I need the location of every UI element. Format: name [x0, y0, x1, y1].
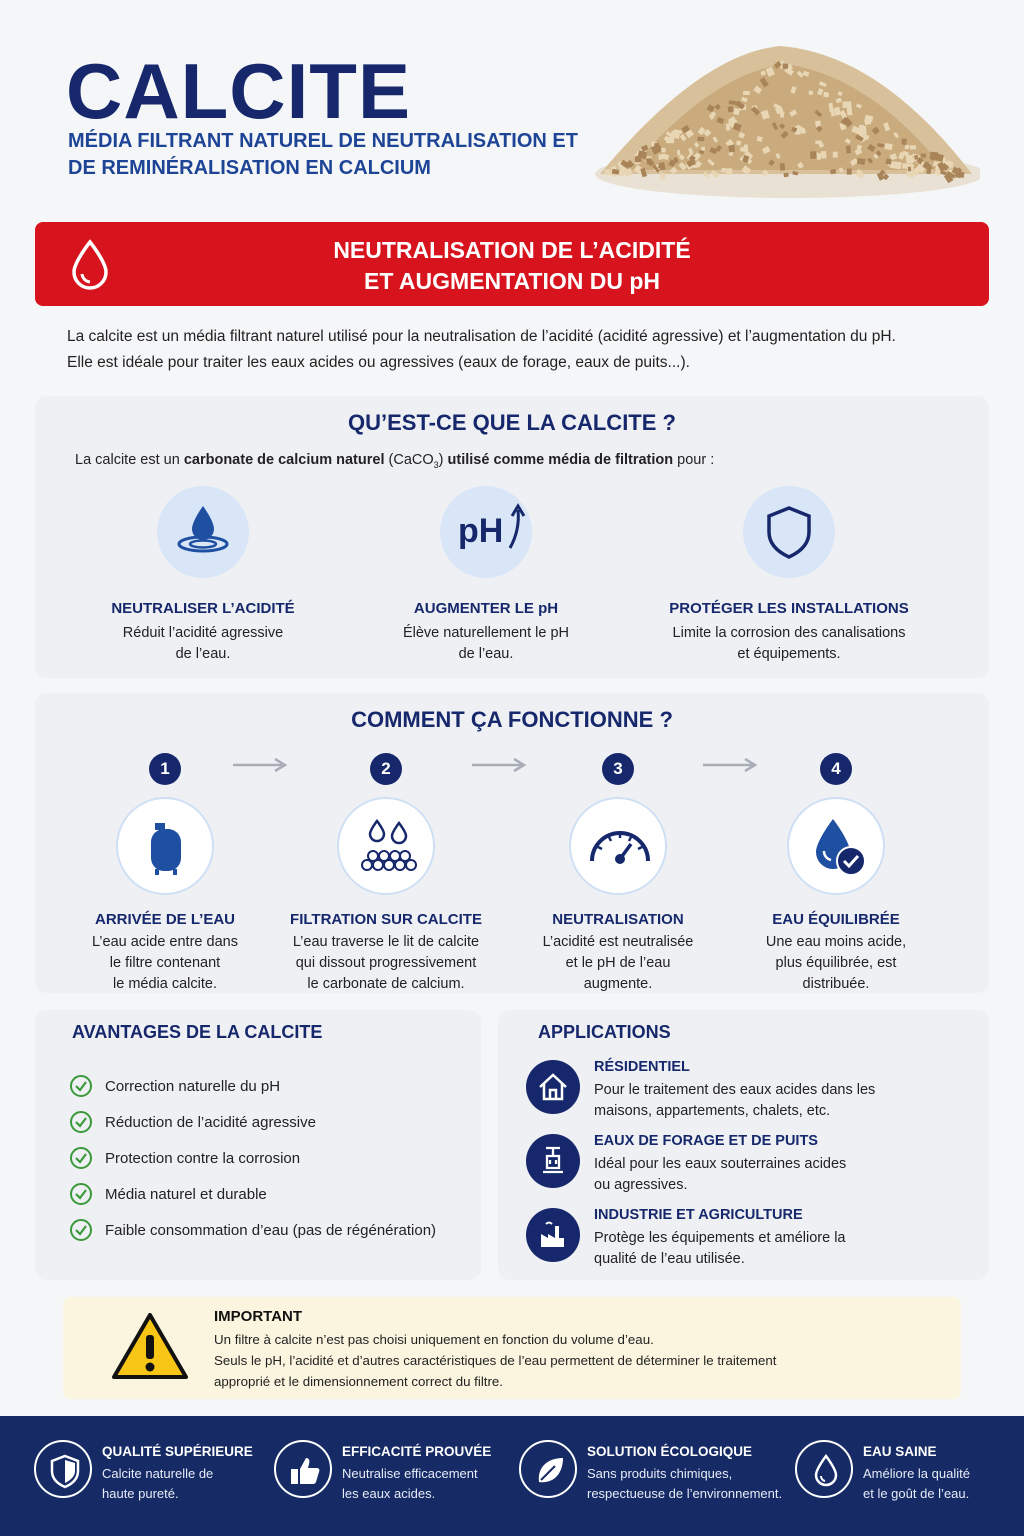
step-title: ARRIVÉE DE L’EAU — [94, 911, 236, 928]
step-desc-1: L’acidité est neutralisée — [542, 934, 694, 950]
granule — [815, 120, 821, 127]
badge-desc-2: et le goût de l’eau. — [863, 1486, 970, 1501]
step-desc-2: plus équilibrée, est — [775, 955, 897, 971]
badge-desc-1: Améliore la qualité — [863, 1466, 970, 1481]
step-desc-2: et le pH de l’eau — [565, 955, 671, 971]
granule — [892, 161, 901, 169]
granule — [654, 143, 659, 148]
what-is-calcite-card — [35, 396, 989, 678]
drops-granules-icon — [337, 797, 435, 895]
step-number: 4 — [820, 753, 852, 785]
check-circle-icon — [69, 1074, 93, 1098]
granule — [955, 172, 964, 178]
feature-ph — [356, 486, 616, 665]
step-title: EAU ÉQUILIBRÉE — [772, 911, 900, 928]
feature-protect — [641, 486, 937, 665]
step-desc-2: qui dissout progressivement — [295, 955, 477, 971]
what-intro-b: carbonate de calcium naturel — [183, 452, 385, 468]
application-desc — [594, 1228, 894, 1270]
what-intro-sub: 3 — [433, 459, 439, 470]
banner-line-2: ET AUGMENTATION DU pH — [364, 268, 660, 294]
step-desc-3: augmente. — [583, 976, 653, 992]
what-intro-a: La calcite est un — [75, 452, 184, 468]
step-desc-1: L’eau traverse le lit de calcite — [292, 934, 480, 950]
important-title: IMPORTANT — [214, 1308, 303, 1325]
badge-desc — [102, 1464, 302, 1504]
what-intro-c: (CaCO — [384, 452, 434, 468]
what-title: QU’EST-CE QUE LA CALCITE ? — [348, 410, 676, 435]
application-title: INDUSTRIE ET AGRICULTURE — [594, 1207, 803, 1223]
granule — [743, 91, 750, 95]
granule — [661, 148, 666, 153]
gauge-icon — [569, 797, 667, 895]
step-4 — [726, 753, 946, 995]
application-desc-1: Protège les équipements et améliore la — [594, 1230, 846, 1246]
badge-title: SOLUTION ÉCOLOGIQUE — [587, 1444, 753, 1459]
what-intro-e: utilisé comme média de filtration — [447, 452, 674, 468]
step-desc — [55, 932, 275, 995]
important-line-2: Seuls le pH, l’acidité et d’autres caractéristiques de l’eau permettent de déterminer le traitement — [214, 1353, 777, 1368]
granule — [910, 145, 916, 149]
leaf-icon — [519, 1440, 577, 1498]
granule — [846, 146, 851, 154]
badge-desc-1: Neutralise efficacement — [342, 1466, 478, 1481]
important-notice — [63, 1297, 961, 1399]
important-line-3: approprié et le dimensionnement correct du filtre. — [214, 1374, 503, 1389]
calcite-pile-image — [580, 24, 980, 204]
what-intro-f: pour : — [673, 452, 715, 468]
step-desc-2: le filtre contenant — [109, 955, 221, 971]
feature-desc-1: Élève naturellement le pH — [402, 625, 570, 641]
tank-icon — [116, 797, 214, 895]
granule — [884, 143, 892, 150]
step-number: 3 — [602, 753, 634, 785]
step-title: FILTRATION SUR CALCITE — [290, 911, 482, 928]
application-desc — [594, 1154, 894, 1196]
advantage-item — [69, 1104, 436, 1140]
how-it-works-card — [35, 693, 989, 993]
ph-up-icon — [440, 486, 532, 578]
step-title: NEUTRALISATION — [552, 911, 684, 928]
what-intro-d: ) — [438, 452, 448, 468]
feature-desc-1: Limite la corrosion des canalisations — [672, 625, 906, 641]
factory-icon — [526, 1208, 580, 1262]
advantages-card — [35, 1010, 481, 1280]
feature-desc-1: Réduit l’acidité agressive — [122, 625, 284, 641]
granule — [728, 106, 734, 112]
water-drop-icon — [795, 1440, 853, 1498]
badge-desc — [342, 1464, 542, 1504]
warning-icon — [111, 1311, 189, 1381]
check-circle-icon — [69, 1182, 93, 1206]
granule — [908, 167, 911, 172]
step-desc-1: L’eau acide entre dans — [92, 934, 238, 950]
granule — [677, 150, 680, 156]
page-subtitle: MÉDIA FILTRANT NATUREL DE NEUTRALISATION ET DE REMINÉRALISATION EN CALCIUM — [68, 130, 578, 179]
check-circle-icon — [69, 1110, 93, 1134]
application-title: EAUX DE FORAGE ET DE PUITS — [594, 1133, 818, 1149]
granule — [726, 124, 730, 131]
banner-title — [35, 235, 989, 297]
water-drop-ripple-icon — [157, 486, 249, 578]
granule — [821, 151, 827, 159]
application-title: RÉSIDENTIEL — [594, 1059, 690, 1075]
granule — [780, 163, 785, 171]
feature-title: AUGMENTER LE pH — [413, 600, 559, 617]
intro-text — [67, 324, 987, 376]
step-1 — [55, 753, 275, 995]
feature-desc-2: et équipements. — [737, 646, 841, 662]
granule — [658, 154, 662, 160]
granule — [728, 145, 735, 153]
granule — [726, 168, 732, 175]
step-desc-3: distribuée. — [802, 976, 870, 992]
badge-desc-1: Sans produits chimiques, — [587, 1466, 733, 1481]
feature-desc — [641, 623, 937, 665]
badge-title: QUALITÉ SUPÉRIEURE — [102, 1444, 253, 1459]
house-icon — [526, 1060, 580, 1114]
advantages-title: AVANTAGES DE LA CALCITE — [72, 1022, 323, 1042]
granule — [666, 137, 673, 143]
footer — [0, 1416, 1024, 1536]
step-desc — [508, 932, 728, 995]
check-circle-icon — [69, 1218, 93, 1242]
shield-icon — [743, 486, 835, 578]
feature-title: NEUTRALISER L’ACIDITÉ — [111, 600, 295, 617]
step-3 — [508, 753, 728, 995]
thumbs-up-icon — [274, 1440, 332, 1498]
page-title: CALCITE — [66, 47, 411, 135]
advantages-list — [69, 1068, 436, 1248]
step-desc — [276, 932, 496, 995]
granule — [914, 155, 918, 160]
application-desc — [594, 1080, 894, 1122]
granule — [612, 169, 620, 175]
advantage-item — [69, 1140, 436, 1176]
granule — [901, 138, 906, 145]
feature-desc — [356, 623, 616, 665]
applications-card — [498, 1010, 989, 1280]
granule — [847, 168, 852, 174]
well-pump-icon — [526, 1134, 580, 1188]
advantage-item — [69, 1212, 436, 1248]
feature-desc — [73, 623, 333, 665]
granule — [701, 147, 705, 151]
badge-desc-2: haute pureté. — [102, 1486, 179, 1501]
badge-desc-1: Calcite naturelle de — [102, 1466, 214, 1481]
advantage-item — [69, 1176, 436, 1212]
application-desc-2: ou agressives. — [594, 1177, 688, 1193]
application-desc-1: Pour le traitement des eaux acides dans les — [594, 1082, 876, 1098]
step-2 — [276, 753, 496, 995]
granule — [660, 173, 665, 180]
granule — [921, 153, 927, 157]
badge-title: EFFICACITÉ PROUVÉE — [342, 1444, 492, 1459]
check-circle-icon — [69, 1146, 93, 1170]
drop-check-icon — [787, 797, 885, 895]
advantage-label: Correction naturelle du pH — [105, 1077, 281, 1095]
application-desc-2: qualité de l’eau utilisée. — [594, 1251, 745, 1267]
banner-line-1: NEUTRALISATION DE L’ACIDITÉ — [333, 237, 691, 263]
how-title: COMMENT ÇA FONCTIONNE ? — [351, 707, 673, 732]
application-desc-1: Idéal pour les eaux souterraines acides — [594, 1156, 847, 1172]
granule — [930, 152, 938, 158]
advantage-label: Faible consommation d’eau (pas de régénération) — [105, 1221, 437, 1239]
feature-neutralize — [73, 486, 333, 665]
red-banner — [35, 222, 989, 306]
advantage-label: Média naturel et durable — [105, 1185, 267, 1203]
step-desc-3: le média calcite. — [113, 976, 217, 992]
badge-desc-2: les eaux acides. — [342, 1486, 436, 1501]
granule — [886, 158, 892, 164]
badge-title: EAU SAINE — [863, 1444, 937, 1459]
step-desc — [726, 932, 946, 995]
badge-desc-2: respectueuse de l’environnement. — [587, 1486, 783, 1501]
application-desc-2: maisons, appartements, chalets, etc. — [594, 1103, 831, 1119]
applications-title: APPLICATIONS — [538, 1022, 671, 1042]
granule — [833, 152, 838, 158]
granule — [843, 102, 852, 108]
header — [0, 0, 1024, 215]
granule — [783, 173, 788, 178]
shield-check-icon — [34, 1440, 92, 1498]
advantage-label: Réduction de l’acidité agressive — [105, 1113, 316, 1131]
intro-line-1: La calcite est un média filtrant naturel utilisé pour la neutralisation de l’acidité (acidité agressive) et l’augmentation du pH. — [67, 328, 896, 345]
important-text — [214, 1329, 914, 1392]
advantage-item — [69, 1068, 436, 1104]
intro-line-2: Elle est idéale pour traiter les eaux acides ou agressives (eaux de forage, eaux de puits...). — [67, 354, 690, 371]
badge-desc — [587, 1464, 787, 1504]
granule — [782, 63, 788, 68]
advantage-label: Protection contre la corrosion — [105, 1149, 301, 1167]
step-number: 2 — [370, 753, 402, 785]
step-desc-3: le carbonate de calcium. — [307, 976, 465, 992]
what-intro — [75, 452, 714, 470]
step-desc-1: Une eau moins acide, — [765, 934, 907, 950]
feature-desc-2: de l’eau. — [175, 646, 231, 662]
svg-text:pH: pH — [458, 512, 504, 550]
step-number: 1 — [149, 753, 181, 785]
feature-desc-2: de l’eau. — [458, 646, 514, 662]
granule — [698, 137, 705, 142]
badge-desc — [863, 1464, 1024, 1504]
granule — [906, 156, 910, 163]
granule — [823, 92, 829, 98]
granule — [847, 107, 853, 115]
important-line-1: Un filtre à calcite n’est pas choisi uniquement en fonction du volume d’eau. — [214, 1332, 654, 1347]
feature-title: PROTÉGER LES INSTALLATIONS — [669, 600, 909, 617]
granule — [810, 151, 817, 159]
